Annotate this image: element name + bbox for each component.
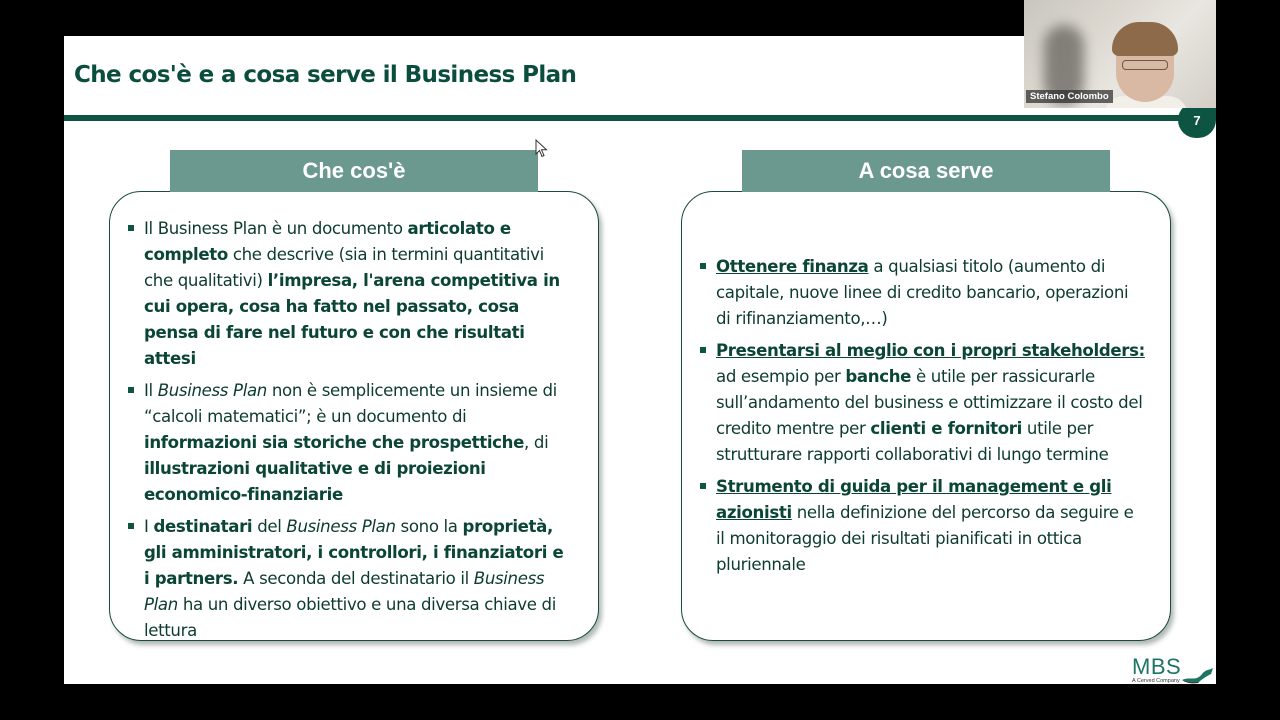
text-segment: Presentarsi al meglio con i propri stakeholders: (716, 341, 1145, 360)
person-hair (1112, 22, 1178, 56)
panel-what-for (681, 191, 1171, 641)
panel-header-what-for: A cosa serve (742, 150, 1110, 192)
logo-tagline: A Cerved Company (1132, 678, 1180, 684)
text-segment: banche (845, 367, 912, 386)
bullet-item (690, 254, 1146, 332)
text-segment: non è semplicemente un insieme di “calcoli matematici”; è un documento di (144, 381, 557, 426)
bullet-item (118, 378, 570, 508)
text-segment: a qualsiasi titolo (aumento di capitale, nuove linee di credito bancario, operazioni di rifinanziamento,…) (716, 257, 1129, 328)
mouse-cursor-icon (535, 139, 549, 159)
person-glasses (1122, 60, 1168, 70)
text-segment: sono la (395, 517, 463, 536)
text-segment: illustrazioni qualitative e di proiezioni economico-finanziarie (144, 459, 486, 504)
bullet-item (690, 474, 1146, 578)
text-segment: che descrive (sia in termini quantitativi che qualitativi) (144, 245, 544, 290)
page-number-badge: 7 (1178, 102, 1216, 138)
text-segment: Business Plan (286, 517, 396, 536)
bullet-item (690, 338, 1146, 468)
text-segment: Ottenere finanza (716, 257, 869, 276)
bullet-list-what-for (690, 254, 1146, 578)
bullet-list-what-is-it (118, 216, 570, 644)
presentation-slide (64, 36, 1216, 684)
webcam-video-tile[interactable] (1024, 0, 1216, 108)
text-segment: Il (144, 381, 158, 400)
logo-wave-icon (1180, 662, 1214, 684)
text-segment: informazioni sia storiche che prospettiche (144, 433, 525, 452)
panel-what-is-it (109, 191, 599, 641)
text-segment: è utile per rassicurarle sull’andamento del business e ottimizzare il costo del credito mentre per (716, 367, 1143, 438)
text-segment: ad esempio per (716, 367, 846, 386)
logo-wordmark: MBS (1132, 654, 1182, 679)
text-segment: l’impresa, l'arena competitiva in cui opera, cosa ha fatto nel passato, cosa pensa di fare nel futuro e con che risultati attesi (144, 271, 560, 368)
text-segment: ha un diverso obiettivo e una diversa chiave di lettura (144, 595, 557, 640)
text-segment: proprietà, gli amministratori, i controllori, i finanziatori e i partners. (144, 517, 564, 588)
text-segment: Strumento di guida per il management e gli azionisti (716, 477, 1112, 522)
bullet-item (118, 216, 570, 372)
text-segment: Business Plan (157, 381, 267, 400)
text-segment: I (144, 517, 154, 536)
participant-name-label: Stefano Colombo (1026, 90, 1113, 103)
bullet-item (118, 514, 570, 644)
text-segment: clienti e fornitori (870, 419, 1022, 438)
text-segment: Il Business Plan è un documento (144, 219, 408, 238)
text-segment: destinatari (153, 517, 253, 536)
text-segment: A seconda del destinatario il (238, 569, 474, 588)
panel-header-what-is-it: Che cos'è (170, 150, 538, 192)
title-divider (64, 115, 1192, 121)
text-segment: , di (524, 433, 549, 452)
text-segment: nella definizione del percorso da seguire e il monitoraggio dei risultati pianificati in ottica pluriennale (716, 503, 1134, 574)
text-segment: articolato e completo (144, 219, 511, 264)
text-segment: Business Plan (144, 569, 545, 614)
text-segment: del (252, 517, 287, 536)
slide-title: Che cos'è e a cosa serve il Business Plan (74, 62, 577, 88)
company-logo (1132, 654, 1216, 684)
text-segment: utile per strutturare rapporti collaborativi di lungo termine (716, 419, 1109, 464)
